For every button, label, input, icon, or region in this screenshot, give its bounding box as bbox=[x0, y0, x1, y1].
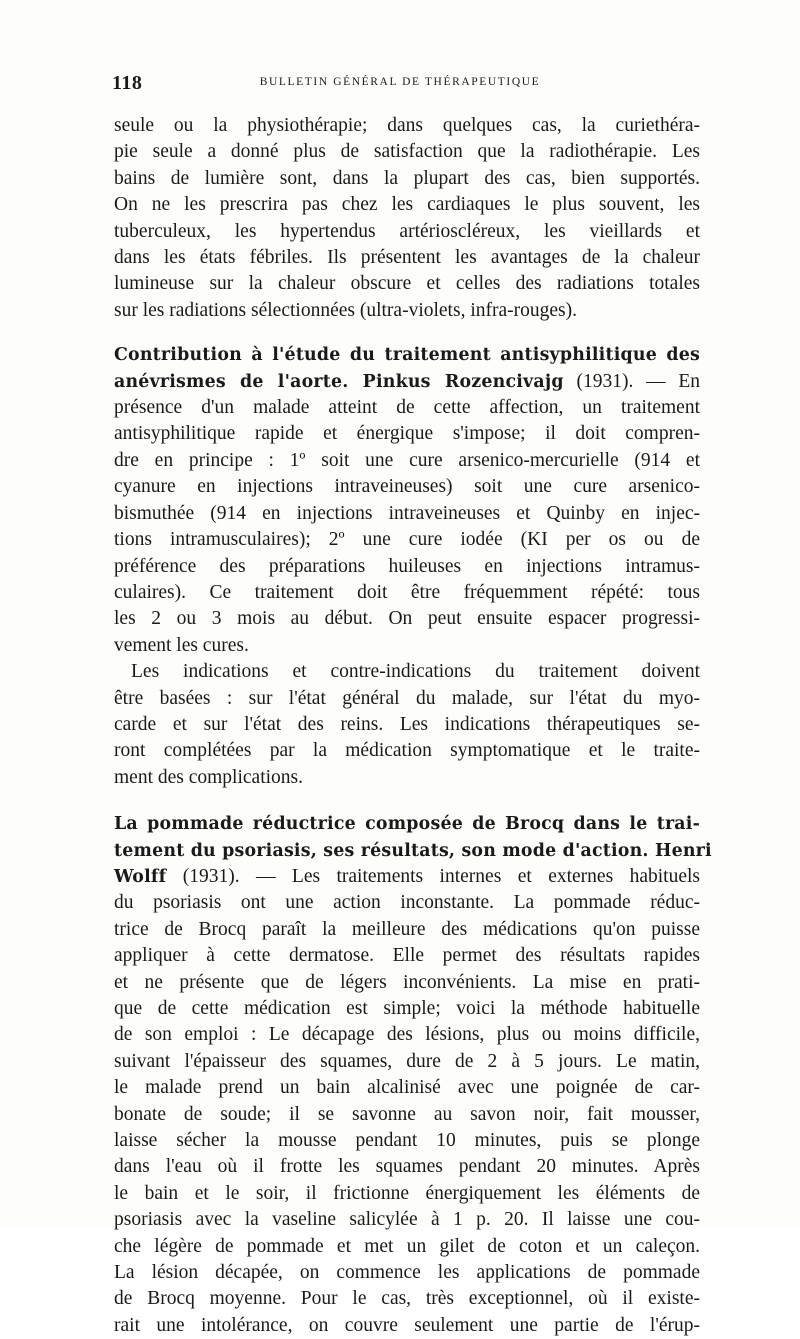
text-line: trice de Brocq paraît la meilleure des médications qu'on puisse bbox=[114, 918, 700, 940]
article-title: tement du psoriasis, ses résultats, son mode d'action. Henri bbox=[114, 840, 712, 861]
text-line: le bain et le soir, il frictionne énergiquement les éléments de bbox=[114, 1182, 700, 1204]
article-citation: (1931). — Les traitements internes et externes habituels bbox=[166, 865, 700, 887]
text-line: appliquer à cette dermatose. Elle permet des résultats rapides bbox=[114, 945, 700, 967]
text-line: culaires). Ce traitement doit être fréquemment répété: tous bbox=[114, 581, 700, 603]
article-citation: (1931). — En bbox=[563, 370, 701, 392]
page-body bbox=[114, 113, 712, 1339]
paragraph-indications bbox=[114, 659, 700, 791]
text-line: cyanure en injections intraveineuses) soit une cure arsenico- bbox=[114, 476, 700, 498]
article-author: Wolff bbox=[114, 866, 167, 887]
article-antisyphilitic bbox=[114, 342, 700, 659]
text-line: psoriasis avec la vaseline salicylée à 1 p. 20. Il laisse une cou- bbox=[114, 1209, 700, 1231]
text-line: ront complétées par la médication symptomatique et le traite- bbox=[114, 740, 700, 762]
article-title: La pommade réductrice composée de Brocq dans le trai- bbox=[114, 814, 700, 835]
text-line: pie seule a donné plus de satisfaction que la radiothérapie. Les bbox=[114, 141, 700, 163]
running-head bbox=[112, 72, 688, 96]
text-line: être basées : sur l'état général du malade, sur l'état du myo- bbox=[114, 687, 700, 709]
text-line: Les indications et contre-indications du traitement doivent bbox=[131, 661, 700, 683]
text-line: présence d'un malade atteint de cette affection, un traitement bbox=[114, 397, 700, 419]
text-line: bonate de soude; il se savonne au savon noir, fait mousser, bbox=[114, 1103, 700, 1125]
text-line: vement les cures. bbox=[114, 634, 249, 656]
text-line: bismuthée (914 en injections intraveineuses et Quinby en injec- bbox=[114, 502, 700, 524]
text-line: du psoriasis ont une action inconstante. La pommade réduc- bbox=[114, 892, 700, 914]
text-line: laisse sécher la mousse pendant 10 minutes, puis se plonge bbox=[114, 1130, 700, 1152]
text-line: suivant l'épaisseur des squames, dure de 2 à 5 jours. Le matin, bbox=[114, 1050, 700, 1072]
article-brocq-ointment bbox=[114, 811, 712, 1339]
text-line: lumineuse sur la chaleur obscure et celles des radiations totales bbox=[114, 273, 700, 295]
text-line: que de cette médication est simple; voici la méthode habituelle bbox=[114, 998, 700, 1019]
text-line: antisyphilitique rapide et énergique s'impose; il doit compren- bbox=[114, 423, 700, 445]
text-line: les 2 ou 3 mois au début. On peut ensuite espacer progressi- bbox=[114, 608, 700, 630]
article-title: Contribution à l'étude du traitement antisyphilitique des bbox=[114, 345, 700, 366]
article-title: anévrismes de l'aorte. Pinkus Rozencivajg bbox=[114, 371, 564, 392]
text-line: sur les radiations sélectionnées (ultra-violets, infra-rouges). bbox=[114, 299, 577, 321]
text-line: carde et sur l'état des reins. Les indications thérapeutiques se- bbox=[114, 713, 700, 735]
text-line: dre en principe : 1º soit une cure arsenico-mercurielle (914 et bbox=[114, 449, 700, 471]
text-line: dans les états fébriles. Ils présentent les avantages de la chaleur bbox=[114, 247, 700, 269]
text-line: La lésion décapée, on commence les applications de pommade bbox=[114, 1262, 700, 1284]
text-line: dans l'eau où il frotte les squames pendant 20 minutes. Après bbox=[114, 1156, 700, 1178]
running-title: BULLETIN GÉNÉRAL DE THÉRAPEUTIQUE bbox=[259, 76, 541, 88]
text-line: rait une intolérance, on couvre seulement une partie de l'érup- bbox=[114, 1314, 700, 1336]
text-line: de son emploi : Le décapage des lésions, plus ou moins difficile, bbox=[114, 1024, 700, 1046]
text-line: le malade prend un bain alcalinisé avec une poignée de car- bbox=[114, 1077, 700, 1099]
page-number: 118 bbox=[112, 72, 143, 94]
text-line: de Brocq moyenne. Pour le cas, très exceptionnel, où il existe- bbox=[114, 1288, 700, 1310]
text-line: ment des complications. bbox=[114, 766, 304, 788]
paragraph-physiotherapy bbox=[114, 113, 700, 324]
text-line: che légère de pommade et met un gilet de coton et un caleçon. bbox=[114, 1235, 700, 1257]
text-line: bains de lumière sont, dans la plupart des cas, bien supportés. bbox=[114, 167, 700, 189]
text-line: On ne les prescrira pas chez les cardiaques le plus souvent, les bbox=[114, 194, 700, 216]
text-line: et ne présente que de légers inconvénients. La mise en prati- bbox=[114, 971, 700, 993]
text-line: tuberculeux, les hypertendus artérioscléreux, les vieillards et bbox=[114, 220, 700, 242]
text-line: préférence des préparations huileuses en injections intramus- bbox=[114, 555, 700, 577]
text-line: seule ou la physiothérapie; dans quelques cas, la curiethéra- bbox=[114, 115, 700, 136]
text-line: tions intramusculaires); 2º une cure iodée (KI per os ou de bbox=[114, 529, 700, 551]
